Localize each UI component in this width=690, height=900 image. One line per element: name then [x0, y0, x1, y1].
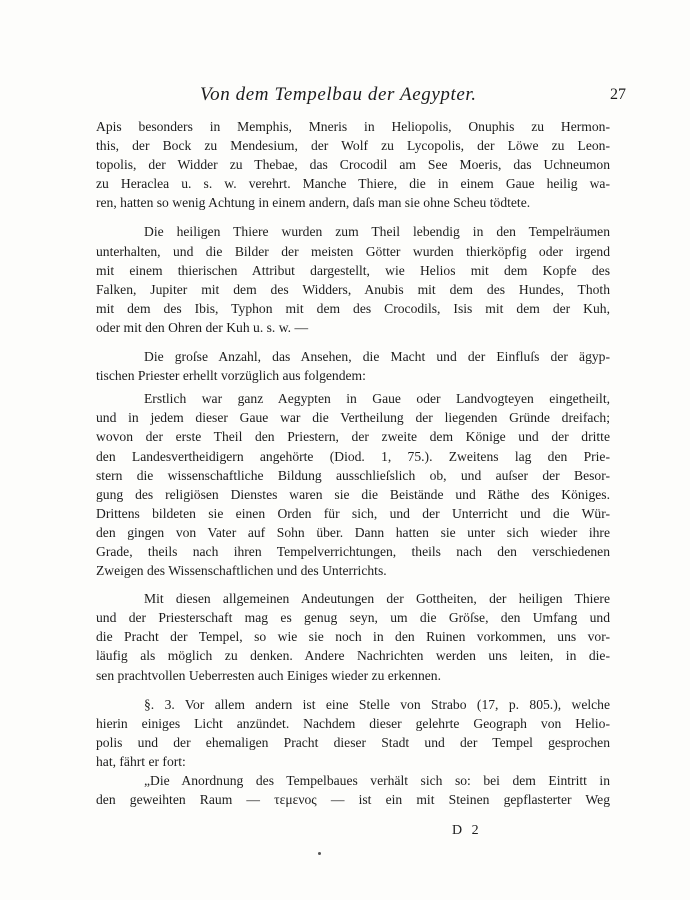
paragraph-sacred-animals-cities [96, 117, 610, 212]
text-line: läufig als möglich zu denken. Andere Nachrichten werden uns leiten, in die- [96, 648, 610, 664]
signature-mark: D 2 [452, 823, 482, 838]
text-line: Grade, theils nach ihren Tempelverrichtungen, theils nach den verschiedenen [96, 543, 610, 559]
paragraph-section-3-strabo [96, 695, 610, 771]
text-line: oder mit den Ohren der Kuh u. s. w. — [96, 319, 309, 335]
text-line: die Pracht der Tempel, so wie sie noch in den Ruinen vorkommen, uns vor- [96, 629, 610, 645]
text-line: Mit diesen allgemeinen Andeutungen der Gottheiten, der heiligen Thiere [144, 591, 610, 607]
text-line: stern die wissenschaftliche Bildung ausschlieſslich ob, und auſser der Besor- [96, 467, 610, 483]
paragraph-priests-details [96, 389, 610, 580]
page-number: 27 [610, 86, 626, 103]
text-line: §. 3. Vor allem andern ist eine Stelle von Strabo (17, p. 805.), welche [144, 696, 610, 712]
body-text [96, 117, 610, 809]
print-speck [318, 852, 321, 855]
text-line: topolis, der Widder zu Thebae, das Crocodil am See Moeris, das Uchneumon [96, 157, 610, 173]
text-line: Zweigen des Wissenschaftlichen und des Unterrichts. [96, 563, 387, 579]
text-line: wovon der erste Theil den Priestern, der zweite dem Könige und der dritte [96, 429, 610, 445]
text-line: unterhalten, und die Bilder der meisten Götter wurden thierköpfig oder irgend [96, 243, 610, 259]
text-line: hat, fährt er fort: [96, 753, 186, 769]
text-line: „Die Anordnung des Tempelbaues verhält sich so: bei dem Eintritt in [144, 773, 610, 788]
paragraph-general-remarks [96, 589, 610, 684]
text-line: mit dem des Ibis, Typhon mit dem des Crocodils, Isis mit dem der Kuh, [96, 300, 610, 316]
text-line: Erstlich war ganz Aegypten in Gaue oder Landvogteyen eingetheilt, [144, 391, 610, 407]
paragraph-strabo-quote [96, 771, 610, 809]
text-line: hierin einiges Licht anzündet. Nachdem dieser gelehrte Geograph von Helio- [96, 715, 610, 731]
text-line: Drittens bildeten sie einen Orden für sich, und der Unterricht und die Wür- [96, 505, 610, 521]
paragraph-priests-intro [96, 347, 610, 385]
text-line: mit einem thierischen Attribut dargestellt, wie Helios mit dem Kopfe des [96, 262, 610, 278]
text-line: den Landesvertheidigern angehörte (Diod. 1, 75.). Zweitens lag den Prie- [96, 448, 610, 464]
text-line: und der Priesterschaft mag es genug seyn, um die Gröſse, den Umfang und [96, 610, 610, 626]
text-line: und in jedem dieser Gaue war die Vertheilung der liegenden Gründe dreifach; [96, 410, 610, 426]
text-line: den geweihten Raum — τεμενος — ist ein mit Steinen gepflasterter Weg [96, 792, 610, 808]
text-line: Falken, Jupiter mit dem des Widders, Anubis mit dem des Hundes, Thoth [96, 281, 610, 297]
text-line: zu Heraclea u. s. w. verehrt. Manche Thiere, die in einem Gaue heilig wa- [96, 176, 610, 192]
running-head [96, 84, 626, 110]
text-line: Die heiligen Thiere wurden zum Theil lebendig in den Tempelräumen [144, 224, 610, 240]
paragraph-animal-headed-gods [96, 222, 610, 337]
text-line: this, der Bock zu Mendesium, der Wolf zu Lycopolis, der Löwe zu Leon- [96, 138, 610, 154]
text-line: den gingen von Vater auf Sohn über. Dann hatten sie unter sich wieder ihre [96, 524, 610, 540]
running-title: Von dem Tempelbau der Aegypter. [200, 84, 477, 105]
text-line: Apis besonders in Memphis, Mneris in Heliopolis, Onuphis zu Hermon- [96, 119, 610, 134]
text-line: polis und der ehemaligen Pracht dieser Stadt und der Tempel gesprochen [96, 734, 610, 750]
text-line: sen prachtvollen Ueberresten auch Einiges wieder zu erkennen. [96, 667, 441, 683]
text-line: ren, hatten so wenig Achtung in einem andern, daſs man sie ohne Scheu tödtete. [96, 195, 531, 211]
text-line: Die groſse Anzahl, das Ansehen, die Macht und der Einfluſs der ägyp- [144, 349, 610, 365]
text-line: gung des religiösen Dienstes waren sie die Beistände und Räthe des Königes. [96, 486, 610, 502]
text-line: tischen Priester erhellt vorzüglich aus folgendem: [96, 368, 366, 384]
